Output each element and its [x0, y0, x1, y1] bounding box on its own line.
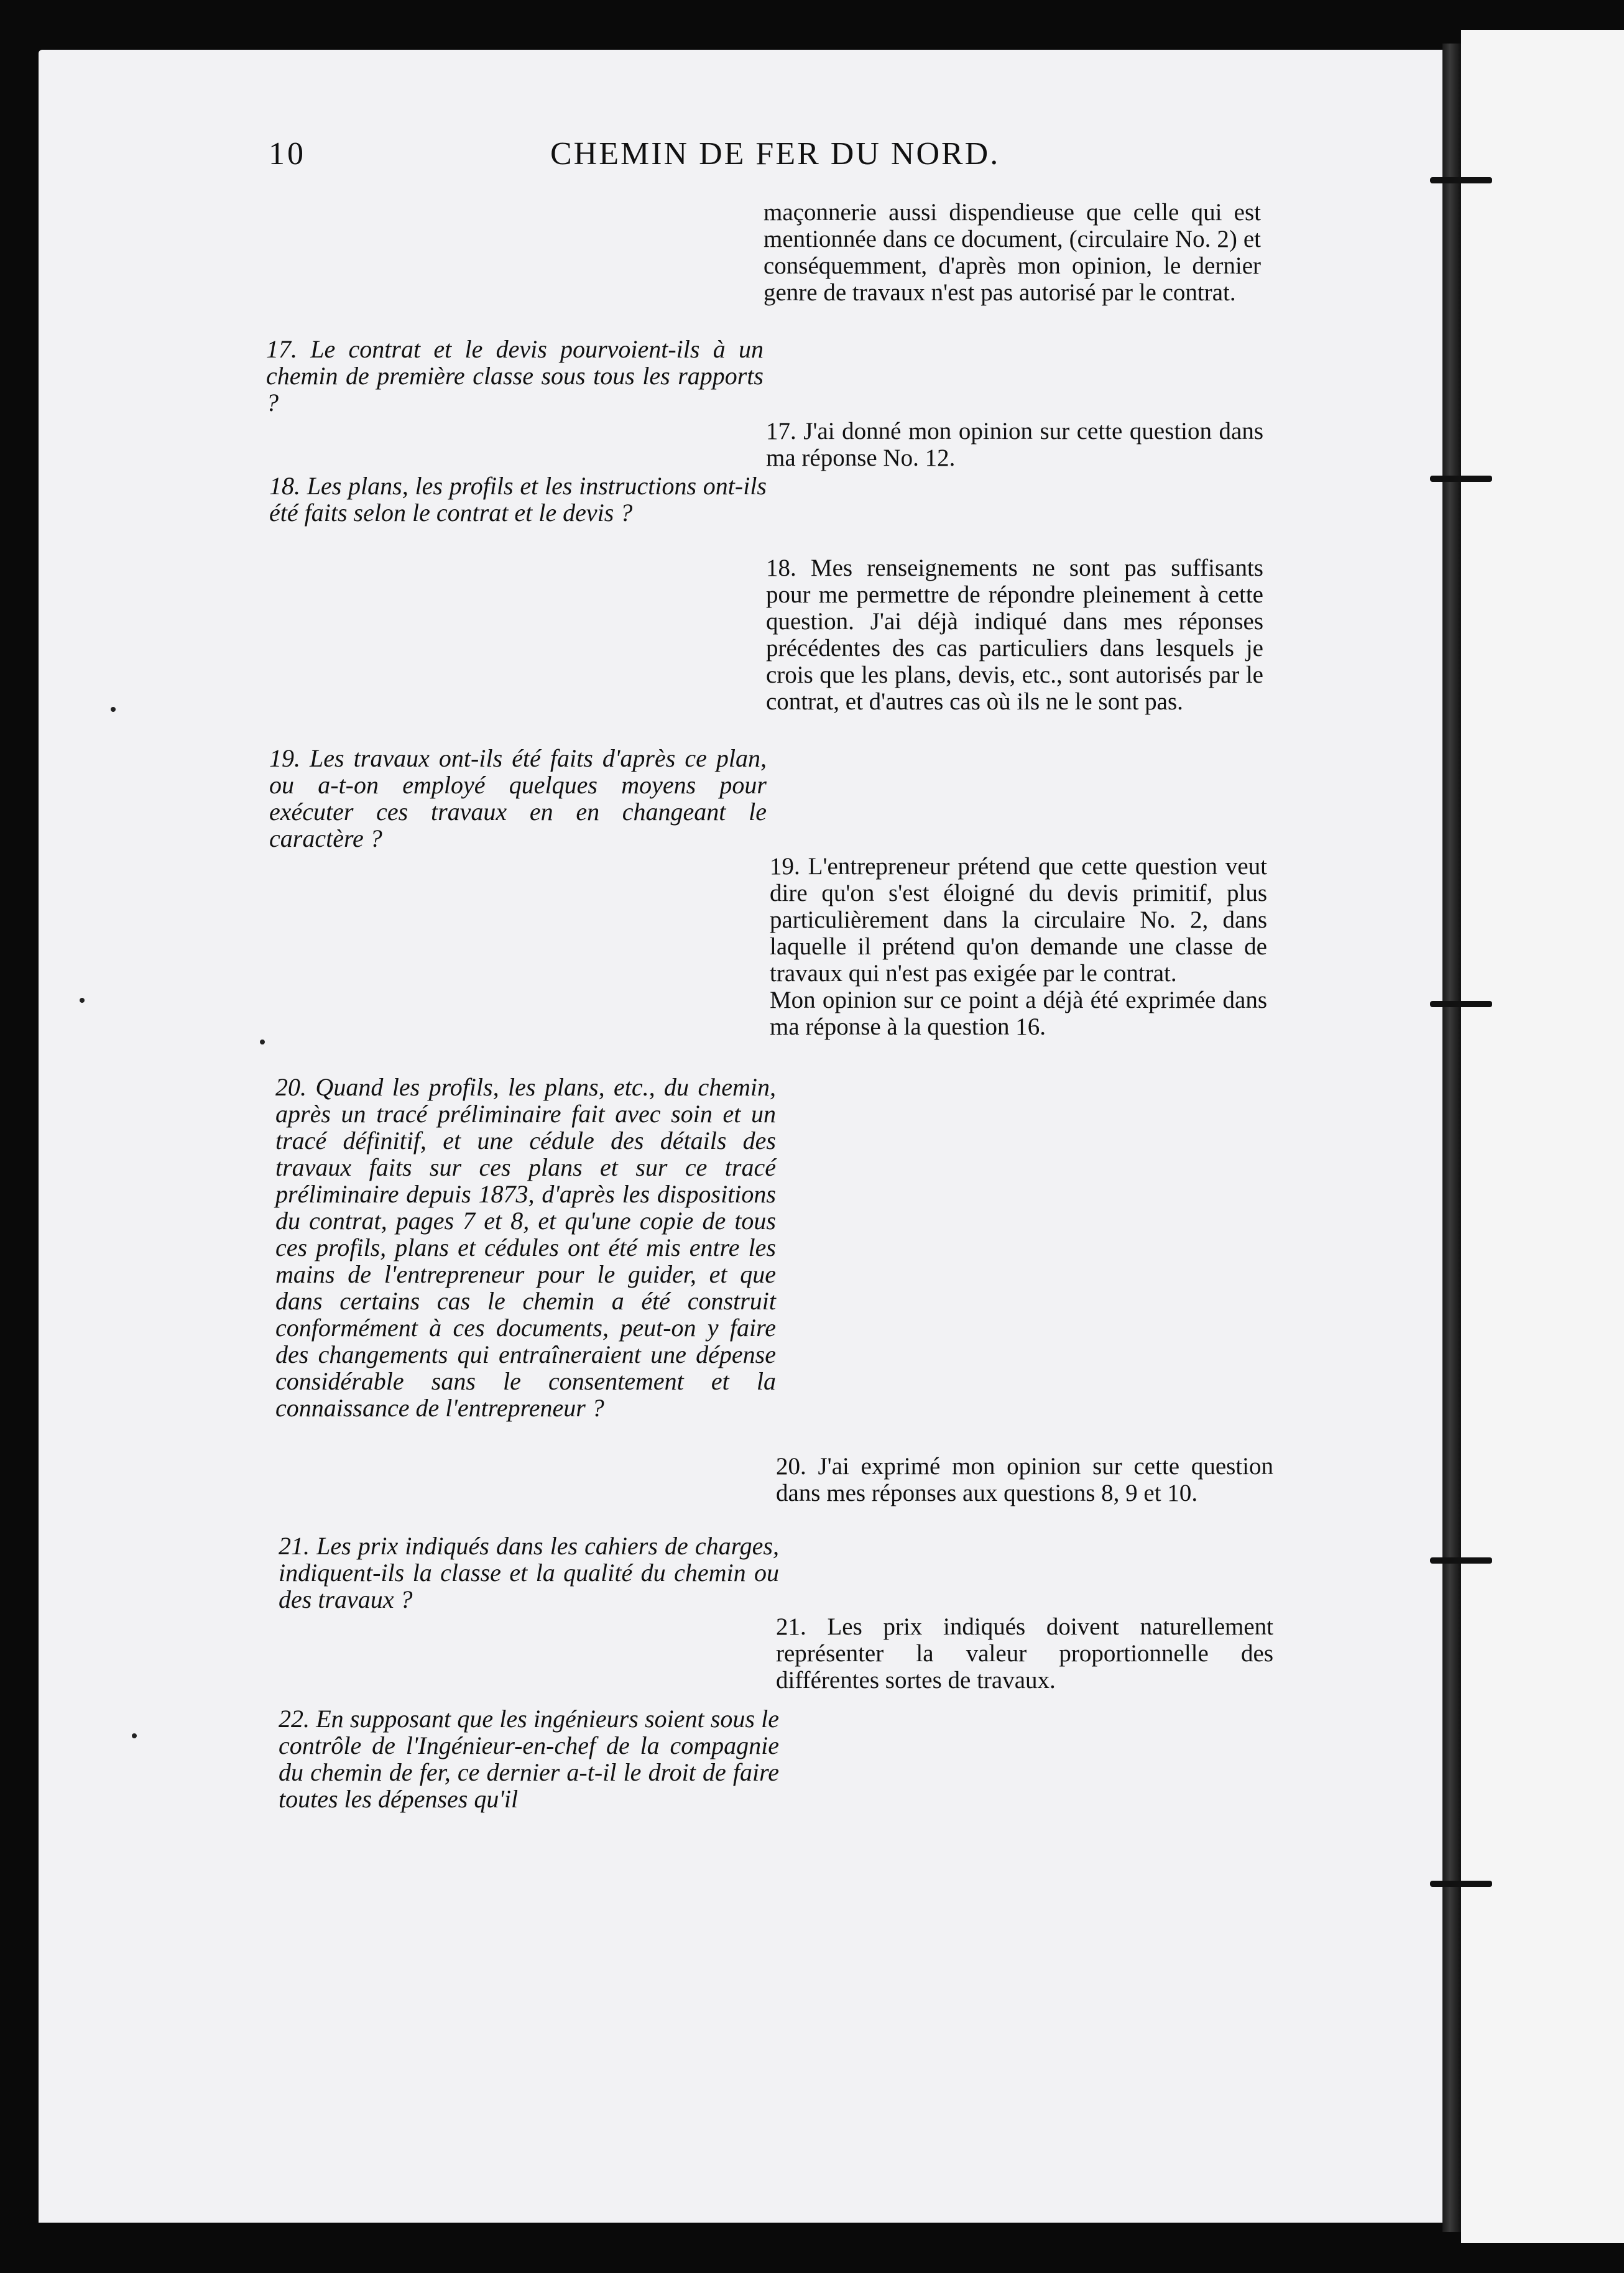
- page-number: 10: [269, 136, 306, 172]
- binding-stitch: [1430, 1557, 1492, 1564]
- answer-19: [770, 853, 1267, 1040]
- answer-text: 19. L'entrepreneur prétend que cette question veut dire qu'on s'est éloigné du devis primitif, plus particulièrement dans la circulaire No. 2, dans laquelle il prétend qu'on demande une classe de travaux qui n'est pas exigée par le contrat.: [770, 853, 1267, 987]
- ink-speck: [111, 707, 116, 712]
- answer-text: maçonnerie aussi dispendieuse que celle qui est mentionnée dans ce document, (circulaire No. 2) et conséquemment, d'après mon opinion, le dernier genre de travaux n'est pas autorisé par le contrat.: [764, 199, 1261, 306]
- ink-speck: [132, 1733, 137, 1738]
- answer-17: [766, 418, 1263, 471]
- binding-stitch: [1430, 1001, 1492, 1007]
- binding-stitch: [1430, 177, 1492, 183]
- binding-stitch: [1430, 1881, 1492, 1887]
- answer-text: 20. J'ai exprimé mon opinion sur cette question dans mes réponses aux questions 8, 9 et 10.: [776, 1453, 1273, 1506]
- running-head: CHEMIN DE FER DU NORD.: [550, 136, 1000, 172]
- answer-21: [776, 1613, 1273, 1694]
- question-18: [269, 473, 767, 526]
- question-21: [279, 1533, 779, 1613]
- answer-text: 21. Les prix indiqués doivent naturellement représenter la valeur proportionnelle des différentes sortes de travaux.: [776, 1613, 1273, 1694]
- answer-18: [766, 555, 1263, 715]
- book-spine: [1442, 44, 1461, 2232]
- question-19: [269, 745, 767, 852]
- question-text: 19. Les travaux ont-ils été faits d'après ce plan, ou a-t-on employé quelques moyens pour exécuter ces travaux en en changeant le caractère ?: [269, 744, 767, 852]
- question-20: [275, 1074, 776, 1421]
- answer-16-continued: [764, 199, 1261, 306]
- answer-text: 18. Mes renseignements ne sont pas suffisants pour me permettre de répondre pleinement à cette question. J'ai déjà indiqué dans mes réponses précédentes des cas particuliers dans lesquels je crois que les plans, devis, etc., sont autorisés par le contrat, et d'autres cas où ils ne le sont pas.: [766, 555, 1263, 715]
- question-text: 21. Les prix indiqués dans les cahiers de charges, indiquent-ils la classe et la qualité du chemin ou des travaux ?: [279, 1532, 779, 1613]
- question-22: [279, 1705, 779, 1812]
- ink-speck: [260, 1040, 265, 1044]
- question-text: 18. Les plans, les profils et les instructions ont-ils été faits selon le contrat et le devis ?: [269, 472, 767, 527]
- answer-20: [776, 1453, 1273, 1506]
- question-text: 22. En supposant que les ingénieurs soient sous le contrôle de l'Ingénieur-en-chef de la compagnie du chemin de fer, ce dernier a-t-il le droit de faire toutes les dépenses qu'il: [279, 1705, 779, 1813]
- binding-stitch: [1430, 476, 1492, 482]
- adjacent-page: [1461, 30, 1624, 2243]
- question-text: 17. Le contrat et le devis pourvoient-ils à un chemin de première classe sous tous les rapports ?: [266, 335, 764, 417]
- answer-text-continued: Mon opinion sur ce point a déjà été exprimée dans ma réponse à la question 16.: [770, 987, 1267, 1040]
- ink-speck: [80, 998, 85, 1003]
- answer-text: 17. J'ai donné mon opinion sur cette question dans ma réponse No. 12.: [766, 418, 1263, 471]
- question-17: [266, 336, 764, 416]
- question-text: 20. Quand les profils, les plans, etc., du chemin, après un tracé préliminaire fait avec soin et un tracé définitif, et une cédule des détails des travaux faits sur ces plans et sur ce tracé préliminaire depuis 1873, d'après les dispositions du contrat, pages 7 et 8, et qu'une copie de tous ces profils, plans et cédules ont été mis entre les mains de l'entrepreneur pour le guider, et que dans certains cas le chemin a été construit conformément à ces documents, peut-on y faire des changements qui entraîneraient une dépense considérable sans le consentement et la connaissance de l'entrepreneur ?: [275, 1073, 776, 1422]
